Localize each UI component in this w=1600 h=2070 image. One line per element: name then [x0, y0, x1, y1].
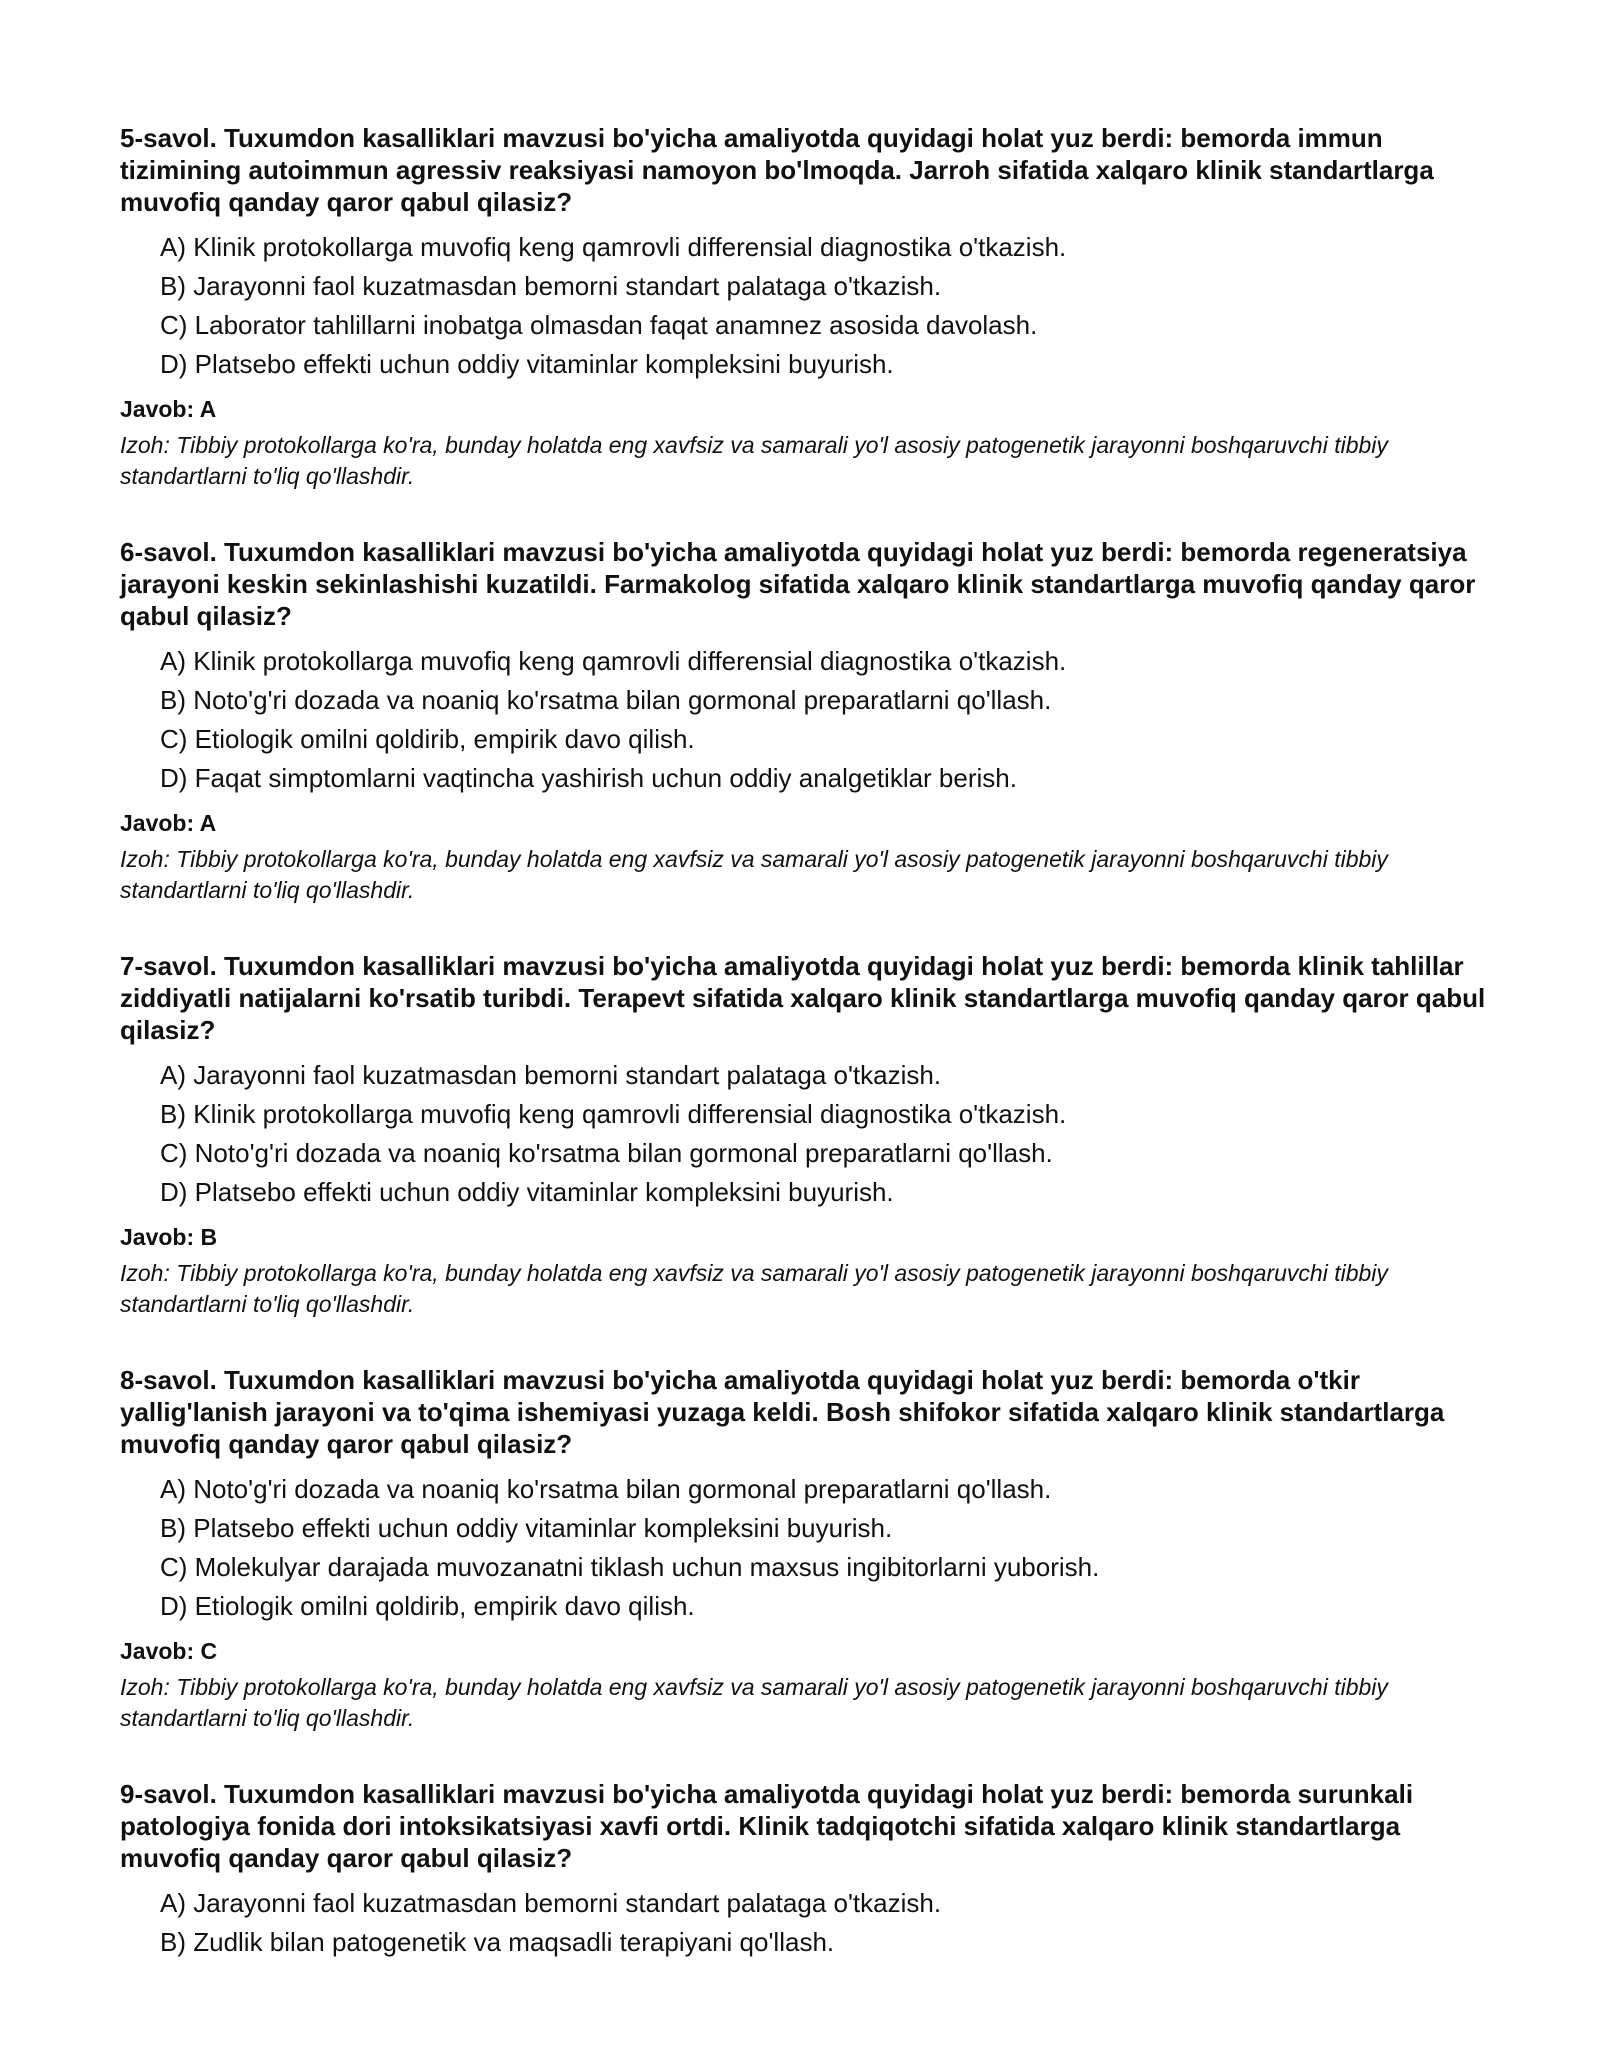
option-b: B) Platsebo effekti uchun oddiy vitaminlar kompleksini buyurish.: [160, 1513, 893, 1543]
option-d: D) Platsebo effekti uchun oddiy vitaminlar kompleksini buyurish.: [160, 349, 894, 379]
option-a: A) Klinik protokollarga muvofiq keng qamrovli differensial diagnostika o'tkazish.: [160, 232, 1067, 262]
question-text: 7-savol. Tuxumdon kasalliklari mavzusi bo'yicha amaliyotda quyidagi holat yuz berdi: bemorda klinik tahlillar ziddiyatli natijalarni ko'rsatib turibdi. Terapevt sifatida xalqaro klinik standartlarga muvofiq qanday qaror qabul qilasiz?: [120, 951, 1486, 1045]
option-d: D) Faqat simptomlarni vaqtincha yashirish uchun oddiy analgetiklar berish.: [160, 763, 1017, 793]
question-6: [120, 536, 1500, 906]
answer-options: [120, 642, 1500, 798]
document-page: [120, 122, 1500, 2006]
question-5: [120, 122, 1500, 492]
answer-label: Javob: C: [120, 1638, 218, 1664]
question-8: [120, 1364, 1500, 1734]
answer-options: [120, 1056, 1500, 1212]
question-text: 8-savol. Tuxumdon kasalliklari mavzusi bo'yicha amaliyotda quyidagi holat yuz berdi: bemorda o'tkir yallig'lanish jarayoni va to'qima ishemiyasi yuzaga keldi. Bosh shifokor sifatida xalqaro klinik standartlarga muvofiq qanday qaror qabul qilasiz?: [120, 1365, 1445, 1459]
question-text: 9-savol. Tuxumdon kasalliklari mavzusi bo'yicha amaliyotda quyidagi holat yuz berdi: bemorda surunkali patologiya fonida dori intoksikatsiyasi xavfi ortdi. Klinik tadqiqotchi sifatida xalqaro klinik standartlarga muvofiq qanday qaror qabul qilasiz?: [120, 1779, 1414, 1873]
option-c: C) Molekulyar darajada muvozanatni tiklash uchun maxsus ingibitorlarni yuborish.: [160, 1552, 1100, 1582]
explanation-text: Izoh: Tibbiy protokollarga ko'ra, bunday holatda eng xavfsiz va samarali yo'l asosiy patogenetik jarayonni boshqaruvchi tibbiy standartlarni to'liq qo'llashdir.: [120, 432, 1388, 489]
option-c: C) Laborator tahlillarni inobatga olmasdan faqat anamnez asosida davolash.: [160, 310, 1038, 340]
explanation-text: Izoh: Tibbiy protokollarga ko'ra, bunday holatda eng xavfsiz va samarali yo'l asosiy patogenetik jarayonni boshqaruvchi tibbiy standartlarni to'liq qo'llashdir.: [120, 1674, 1388, 1731]
option-a: A) Noto'g'ri dozada va noaniq ko'rsatma bilan gormonal preparatlarni qo'llash.: [160, 1474, 1052, 1504]
option-d: D) Platsebo effekti uchun oddiy vitaminlar kompleksini buyurish.: [160, 1177, 894, 1207]
option-b: B) Klinik protokollarga muvofiq keng qamrovli differensial diagnostika o'tkazish.: [160, 1099, 1067, 1129]
answer-options: [120, 1884, 1500, 1962]
question-7: [120, 950, 1500, 1320]
answer-label: Javob: A: [120, 396, 217, 422]
option-d: D) Etiologik omilni qoldirib, empirik davo qilish.: [160, 1591, 695, 1621]
option-b: B) Noto'g'ri dozada va noaniq ko'rsatma bilan gormonal preparatlarni qo'llash.: [160, 685, 1052, 715]
option-c: C) Noto'g'ri dozada va noaniq ko'rsatma bilan gormonal preparatlarni qo'llash.: [160, 1138, 1053, 1168]
answer-options: [120, 228, 1500, 384]
answer-options: [120, 1470, 1500, 1626]
question-text: 6-savol. Tuxumdon kasalliklari mavzusi bo'yicha amaliyotda quyidagi holat yuz berdi: bemorda regeneratsiya jarayoni keskin sekinlashishi kuzatildi. Farmakolog sifatida xalqaro klinik standartlarga muvofiq qanday qaror qabul qilasiz?: [120, 537, 1476, 631]
answer-label: Javob: A: [120, 810, 217, 836]
question-9: [120, 1778, 1500, 1962]
explanation-text: Izoh: Tibbiy protokollarga ko'ra, bunday holatda eng xavfsiz va samarali yo'l asosiy patogenetik jarayonni boshqaruvchi tibbiy standartlarni to'liq qo'llashdir.: [120, 1260, 1388, 1317]
option-a: A) Klinik protokollarga muvofiq keng qamrovli differensial diagnostika o'tkazish.: [160, 646, 1067, 676]
question-text: 5-savol. Tuxumdon kasalliklari mavzusi bo'yicha amaliyotda quyidagi holat yuz berdi: bemorda immun tizimining autoimmun agressiv reaksiyasi namoyon bo'lmoqda. Jarroh sifatida xalqaro klinik standartlarga muvofiq qanday qaror qabul qilasiz?: [120, 123, 1434, 217]
option-a: A) Jarayonni faol kuzatmasdan bemorni standart palataga o'tkazish.: [160, 1888, 942, 1918]
explanation-text: Izoh: Tibbiy protokollarga ko'ra, bunday holatda eng xavfsiz va samarali yo'l asosiy patogenetik jarayonni boshqaruvchi tibbiy standartlarni to'liq qo'llashdir.: [120, 846, 1388, 903]
option-a: A) Jarayonni faol kuzatmasdan bemorni standart palataga o'tkazish.: [160, 1060, 942, 1090]
option-b: B) Jarayonni faol kuzatmasdan bemorni standart palataga o'tkazish.: [160, 271, 942, 301]
option-c: C) Etiologik omilni qoldirib, empirik davo qilish.: [160, 724, 695, 754]
answer-label: Javob: B: [120, 1224, 218, 1250]
option-b: B) Zudlik bilan patogenetik va maqsadli terapiyani qo'llash.: [160, 1927, 835, 1957]
